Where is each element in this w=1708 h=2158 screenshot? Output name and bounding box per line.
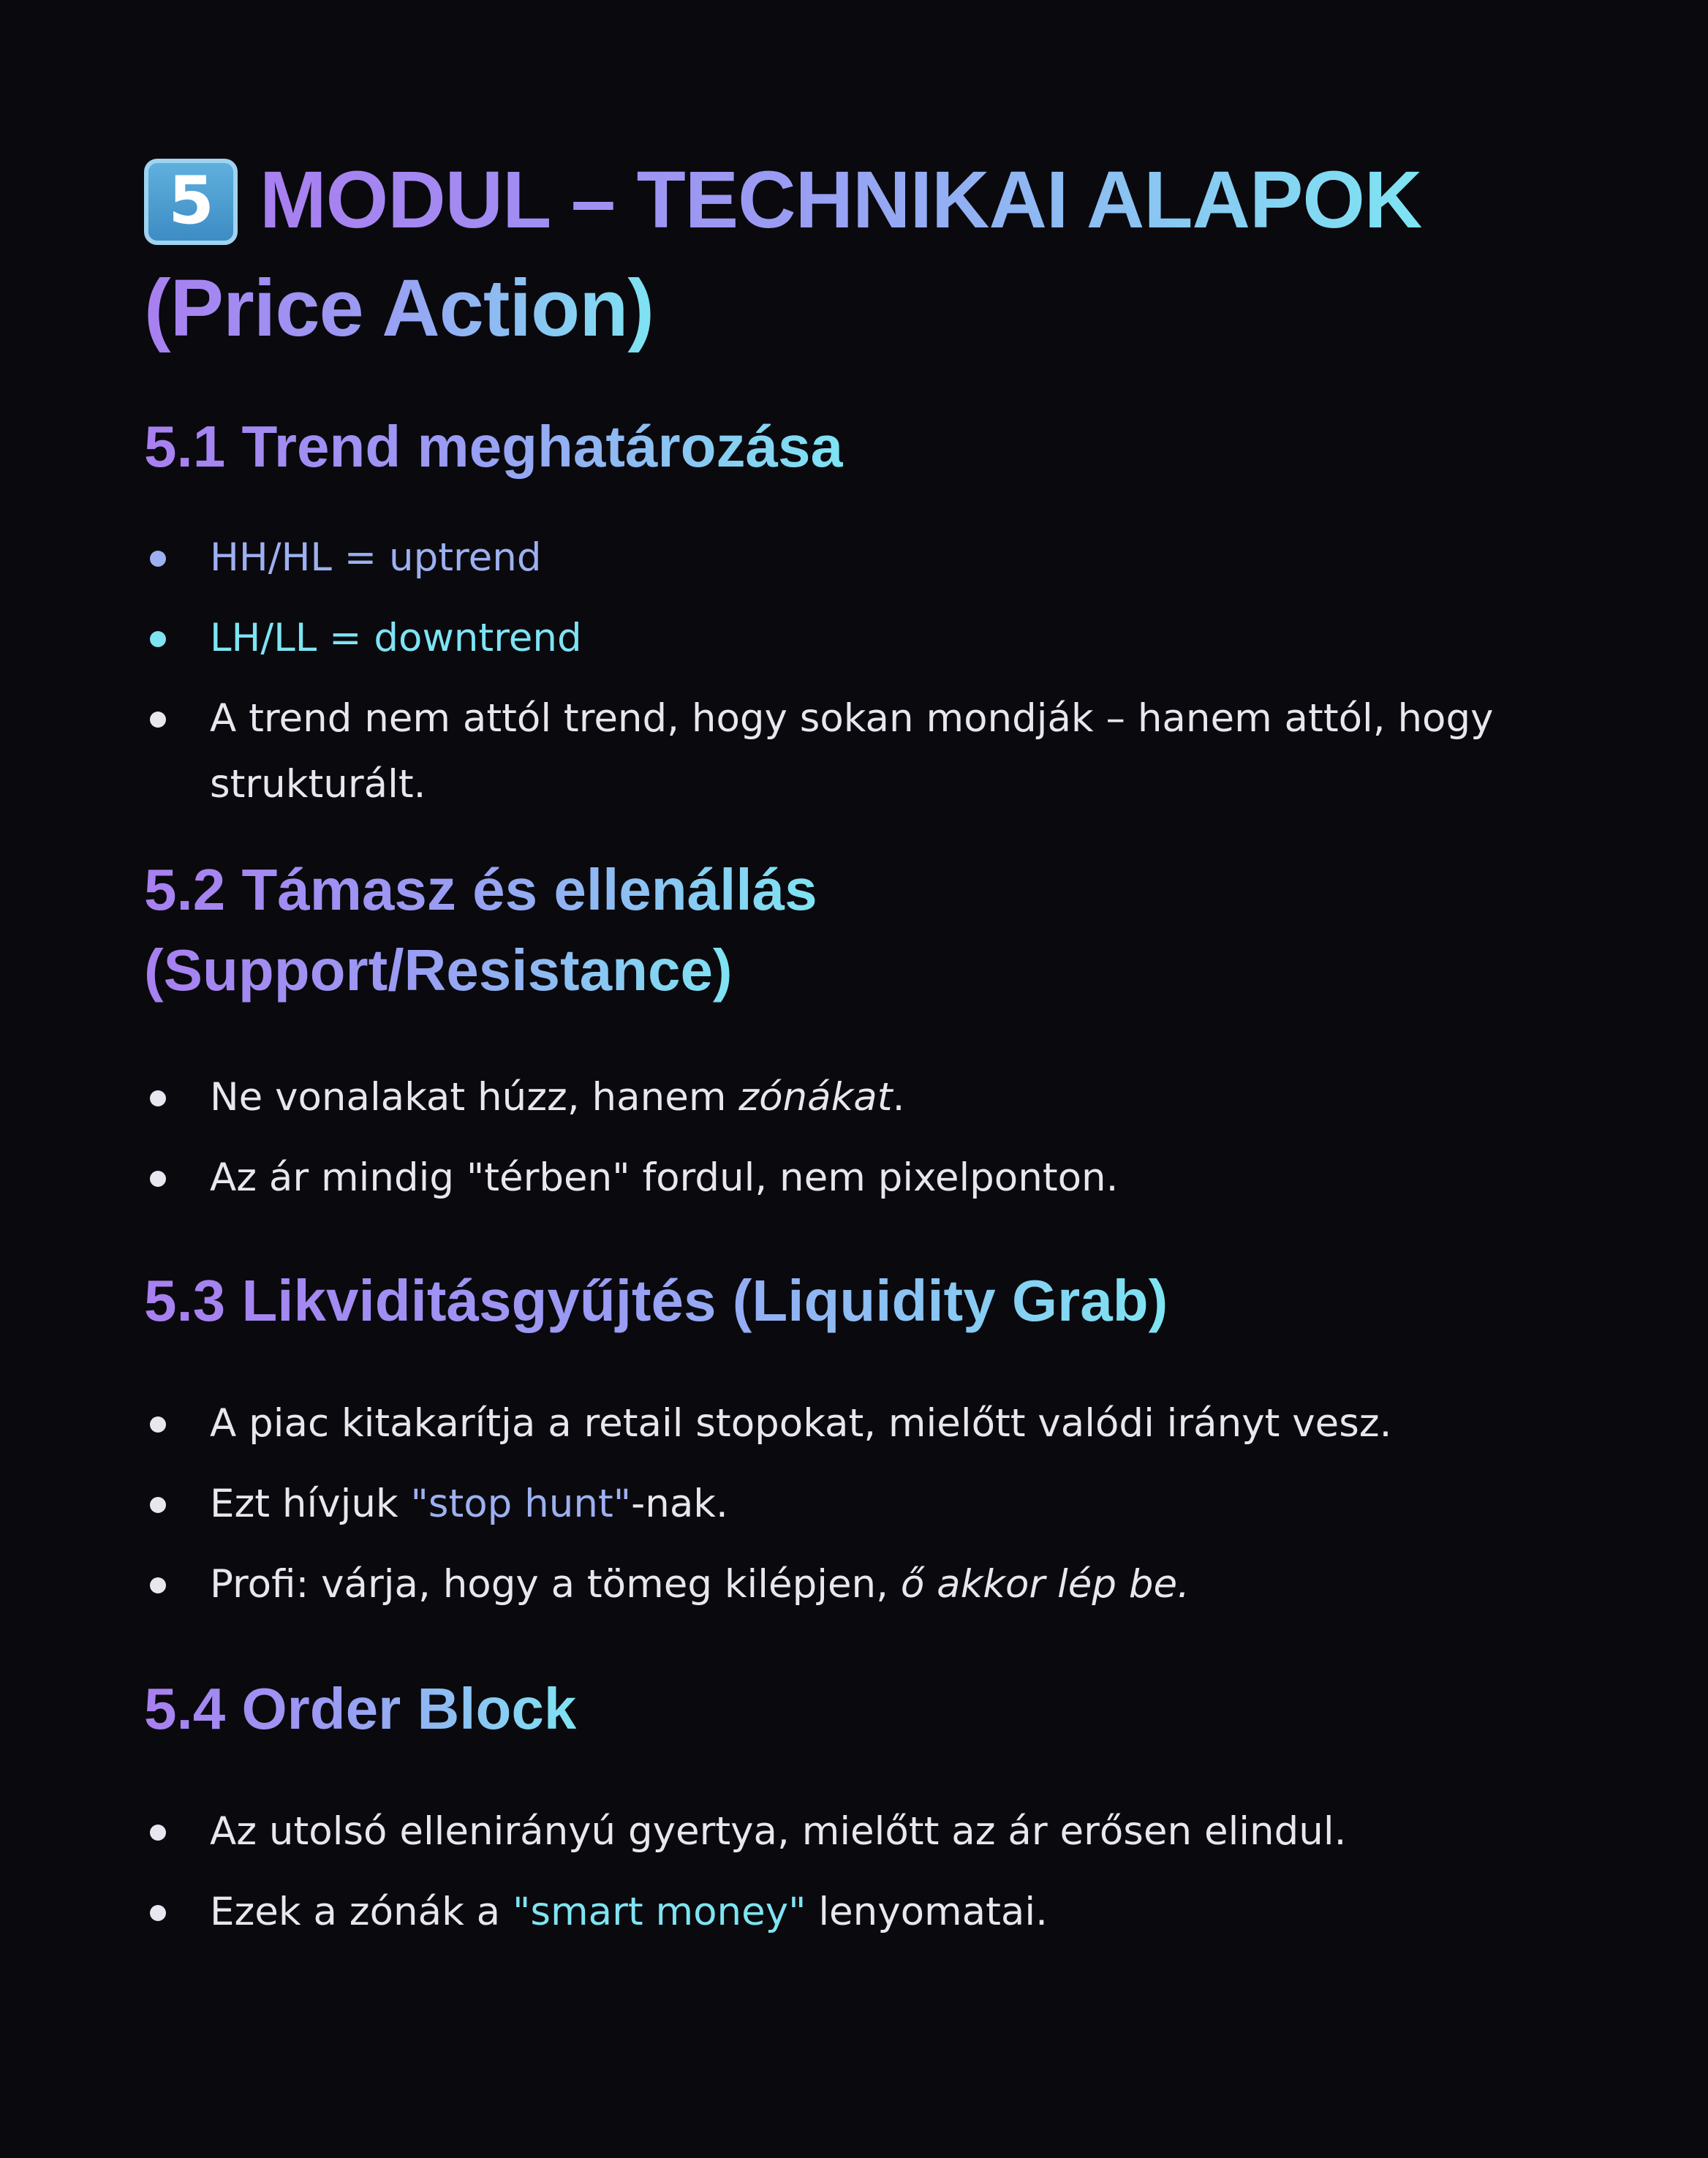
bullet-icon bbox=[150, 712, 166, 728]
bullet-icon bbox=[150, 1171, 166, 1187]
section-order-block bbox=[144, 1669, 1577, 1945]
section-heading: 5.1 Trend meghatározása bbox=[144, 414, 843, 479]
section-trend bbox=[144, 407, 1577, 818]
bullet-icon bbox=[150, 1825, 166, 1841]
bullet-icon bbox=[150, 1577, 166, 1593]
page-title-line1: MODUL – TECHNIKAI ALAPOK bbox=[260, 155, 1422, 245]
list-item: Ne vonalakat húzz, hanem zónákat. bbox=[144, 1065, 1577, 1131]
list-item: A piac kitakarítja a retail stopokat, mielőtt valódi irányt vesz. bbox=[144, 1391, 1577, 1457]
list-item: Az ár mindig "térben" fordul, nem pixelponton. bbox=[144, 1145, 1577, 1211]
section-heading: 5.4 Order Block bbox=[144, 1676, 577, 1741]
bullet-list bbox=[144, 525, 1577, 818]
document bbox=[144, 146, 1577, 1945]
list-item: HH/HL = uptrend bbox=[144, 525, 1577, 591]
bullet-icon bbox=[150, 1497, 166, 1513]
bullet-icon bbox=[150, 1090, 166, 1106]
bullet-list bbox=[144, 1065, 1577, 1211]
list-item: A trend nem attól trend, hogy sokan mondják – hanem attól, hogy strukturált. bbox=[144, 686, 1577, 818]
bullet-icon bbox=[150, 551, 166, 567]
list-item: Profi: várja, hogy a tömeg kilépjen, ő akkor lép be. bbox=[144, 1552, 1577, 1618]
bullet-list bbox=[144, 1799, 1577, 1945]
page-title-line2: (Price Action) bbox=[144, 263, 654, 353]
list-item: Ezek a zónák a "smart money" lenyomatai. bbox=[144, 1879, 1577, 1945]
section-support-resistance bbox=[144, 850, 1577, 1211]
list-item: Az utolsó ellenirányú gyertya, mielőtt az ár erősen elindul. bbox=[144, 1799, 1577, 1865]
section-liquidity-grab bbox=[144, 1261, 1577, 1618]
list-item: LH/LL = downtrend bbox=[144, 605, 1577, 671]
list-item: Ezt hívjuk "stop hunt"-nak. bbox=[144, 1471, 1577, 1537]
section-heading: 5.3 Likviditásgyűjtés (Liquidity Grab) bbox=[144, 1268, 1168, 1333]
keycap-five-icon: 5 bbox=[144, 159, 238, 245]
bullet-icon bbox=[150, 631, 166, 647]
section-heading: 5.2 Támasz és ellenállás (Support/Resistance) bbox=[144, 857, 817, 1003]
page-title bbox=[144, 146, 1577, 363]
bullet-icon bbox=[150, 1416, 166, 1433]
bullet-icon bbox=[150, 1905, 166, 1921]
bullet-list bbox=[144, 1391, 1577, 1618]
